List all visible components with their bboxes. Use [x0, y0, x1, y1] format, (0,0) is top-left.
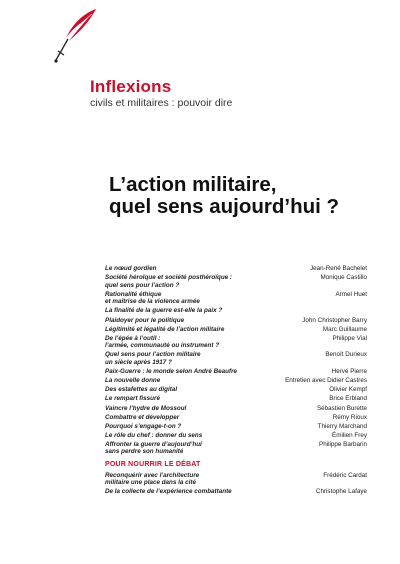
toc-entry-author: Brice Erbland: [329, 395, 367, 403]
toc-entry-title: [105, 414, 179, 422]
toc-entry-title-line: Le rôle du chef : donner du sens: [105, 431, 203, 439]
toc-entry-title-line: un siècle après 1917 ?: [105, 359, 172, 367]
toc-entry-title: [105, 265, 156, 273]
toc-entry-author: Philippe Barbarin: [319, 440, 367, 448]
toc-entry-title: [105, 368, 237, 376]
toc-entry-title-line: Affronter la guerre d’aujourd’hui: [105, 440, 202, 448]
toc-entry: [105, 423, 367, 431]
toc-entry-title: [105, 274, 232, 289]
issue-title: [109, 174, 389, 218]
toc-entry-title-line: Le nœud gordien: [105, 265, 157, 272]
toc-entry-author: Hervé Pierre: [331, 368, 367, 376]
toc-entry-title-line: Paix-Guerre : le monde selon André Beaufre: [105, 368, 238, 376]
toc-entry: [105, 432, 367, 440]
issue-title-line: quel sens aujourd’hui ?: [109, 195, 340, 218]
toc-entry: [105, 414, 367, 422]
toc-entry: [105, 405, 367, 413]
toc-entry-title-line: Légitimité et légalité de l’action militaire: [105, 325, 225, 333]
toc-entry-title: [105, 307, 222, 315]
toc-entry-author: Émilien Frey: [332, 431, 367, 439]
toc-entry-author: Entretien avec Didier Castres: [285, 377, 367, 385]
toc-entry-title: [105, 291, 200, 306]
toc-entry-author: Benoît Durieux: [325, 351, 367, 359]
toc-entry: [105, 291, 367, 306]
toc-entry-title-line: Des estafettes au digital: [105, 386, 178, 394]
toc-entry-author: Rémy Rioux: [332, 413, 367, 421]
debate-list: [105, 472, 367, 496]
toc-entry-title: [105, 317, 184, 325]
toc-entry-title-line: Pourquoi s’engage-t-on ?: [105, 422, 182, 430]
toc-entry: [105, 472, 367, 487]
toc-entry: [105, 368, 367, 376]
toc-entry-title: [105, 351, 201, 366]
toc-entry: [105, 488, 367, 496]
toc-entry: [105, 395, 367, 403]
toc-entry: [105, 377, 367, 385]
toc-entry-title: [105, 441, 202, 456]
toc-entry-author: Marc Guillaume: [322, 325, 367, 333]
toc-entry: [105, 351, 367, 366]
toc-entry-title-line: quel sens pour l’action ?: [105, 281, 180, 289]
table-of-contents: [105, 265, 367, 497]
toc-entry-title: [105, 386, 177, 394]
quill-sword-icon: [52, 8, 98, 66]
toc-entry-title-line: Société héroïque et société posthéroïque :: [105, 274, 233, 282]
toc-entry-title-line: Reconquérir avec l’architecture: [105, 471, 200, 479]
toc-entry-title-line: De l’épée à l’outil :: [105, 334, 161, 342]
toc-entry-title-line: militaire une place dans la cité: [105, 479, 196, 487]
section-heading: POUR NOURRIR LE DÉBAT: [105, 461, 201, 469]
toc-entry: [105, 335, 367, 350]
toc-entry-title-line: Combattre et développer: [105, 413, 180, 421]
toc-entry-title-line: De la collecte de l’expérience combattante: [105, 488, 232, 496]
article-list: [105, 265, 367, 456]
toc-entry-author: Sébastien Burette: [316, 404, 367, 412]
toc-entry-author: Frédéric Cardat: [323, 471, 367, 479]
toc-entry: [105, 441, 367, 456]
toc-entry-author: Armel Huet: [335, 290, 367, 298]
toc-entry-author: Thierry Marchand: [317, 422, 367, 430]
toc-entry: [105, 274, 367, 289]
toc-entry-title-line: Rationalité éthique: [105, 290, 162, 298]
toc-entry-author: Olivier Kempf: [329, 386, 367, 394]
toc-entry: [105, 265, 367, 273]
toc-entry-title: [105, 472, 199, 487]
toc-entry-title: [105, 377, 160, 385]
toc-entry-title-line: Le rempart fissuré: [105, 395, 160, 403]
toc-entry: [105, 307, 367, 315]
toc-entry-author: Jean-René Bachelet: [309, 265, 367, 272]
toc-entry-title-line: Quel sens pour l’action militaire: [105, 351, 201, 359]
tagline: civils et militaires : pouvoir dire: [90, 97, 233, 109]
brand-name: Inflexions: [90, 77, 172, 96]
toc-entry-title-line: l’armée, communauté ou instrument ?: [105, 342, 220, 350]
toc-entry: [105, 326, 367, 334]
issue-title-line: L’action militaire,: [109, 173, 277, 196]
toc-entry-title-line: Plaidoyer pour le politique: [105, 316, 185, 324]
toc-entry-title-line: La nouvelle donne: [105, 377, 161, 385]
toc-entry-author: Christophe Lafaye: [315, 488, 367, 496]
toc-entry-title: [105, 395, 160, 403]
toc-entry-author: John Christopher Barry: [302, 316, 367, 324]
toc-entry-title: [105, 423, 181, 431]
toc-entry: [105, 317, 367, 325]
toc-entry-title-line: Vaincre l’hydre de Mossoul: [105, 404, 187, 412]
toc-entry-author: Monique Castillo: [320, 274, 367, 282]
toc-entry-title-line: et maîtrise de la violence armée: [105, 298, 200, 306]
toc-entry: [105, 386, 367, 394]
toc-entry-title: [105, 326, 224, 334]
toc-entry-title: [105, 488, 232, 496]
toc-entry-title: [105, 405, 186, 413]
toc-entry-title-line: sans perdre son humanité: [105, 448, 184, 456]
toc-entry-author: Philippe Vial: [332, 334, 367, 342]
toc-entry-title-line: La finalité de la guerre est-elle la paix ?: [105, 307, 223, 315]
toc-entry-title: [105, 335, 219, 350]
toc-entry-title: [105, 432, 202, 440]
